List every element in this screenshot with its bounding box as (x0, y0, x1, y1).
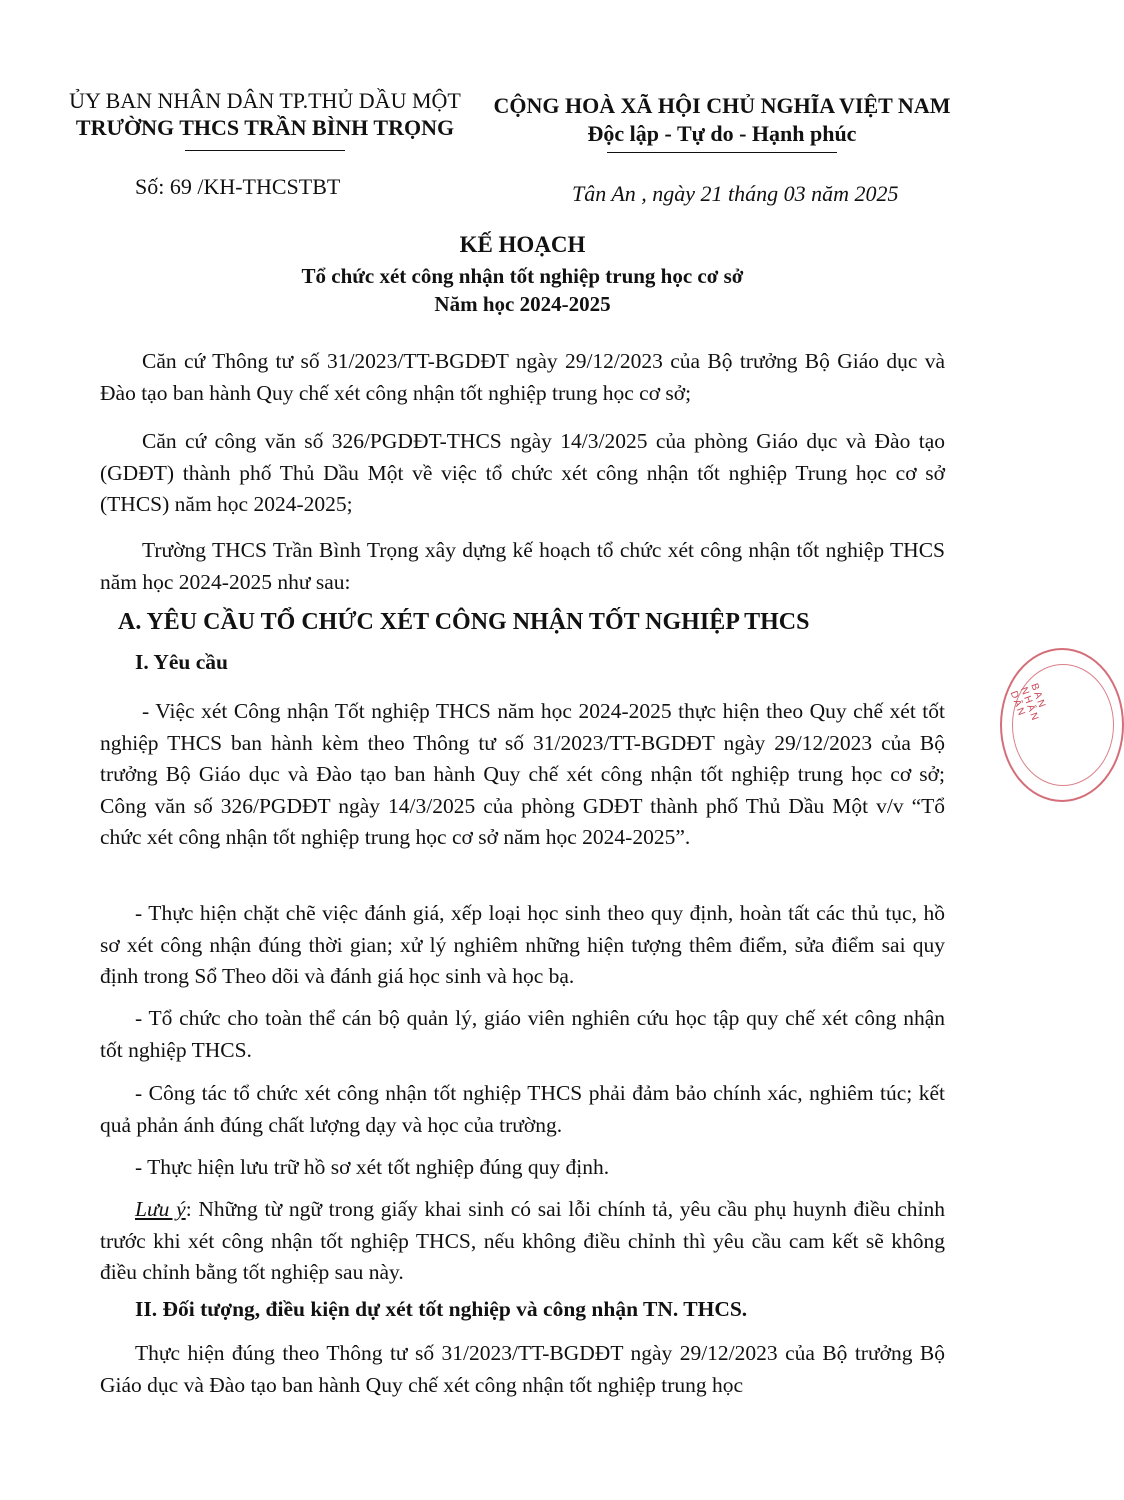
motto: Độc lập - Tự do - Hạnh phúc (587, 121, 857, 146)
doc-school-year: Năm học 2024-2025 (434, 292, 611, 316)
header-right (472, 92, 972, 153)
requirement-4: - Công tác tổ chức xét công nhận tốt nghiệp THCS phải đảm bảo chính xác, nghiêm túc; kết quả phản ánh đúng chất lượng dạy và học của trường. (100, 1081, 945, 1137)
document-number: Số: 69 /KH-THCSTBT (135, 174, 341, 199)
section-i-heading: I. Yêu cầu (135, 650, 228, 674)
note-label: Lưu ý (135, 1197, 186, 1221)
doc-subtitle: Tổ chức xét công nhận tốt nghiệp trung học cơ sở (301, 264, 744, 288)
header-right-rule (607, 152, 837, 153)
note-paragraph (100, 1194, 945, 1289)
org-line-1: ỦY BAN NHÂN DÂN TP.THỦ DẦU MỘT (69, 88, 461, 113)
paragraph-section-ii: Thực hiện đúng theo Thông tư số 31/2023/TT-BGDĐT ngày 29/12/2023 của Bộ trưởng Bộ Giáo dục và Đào tạo ban hành Quy chế xét công nhận tốt nghiệp trung học (100, 1341, 945, 1397)
header-left-rule (185, 150, 345, 151)
header-left (40, 88, 490, 151)
note-text: : Những từ ngữ trong giấy khai sinh có sai lỗi chính tả, yêu cầu phụ huynh điều chỉnh trước khi xét công nhận tốt nghiệp THCS, nếu không điều chỉnh thì yêu cầu cam kết sẽ không điều chỉnh bằng tốt nghiệp sau này. (100, 1197, 945, 1284)
red-seal-text: BAN NHÂN DÂN (1007, 682, 1048, 724)
org-line-2: TRƯỜNG THCS TRẦN BÌNH TRỌNG (75, 115, 455, 140)
paragraph-intro: Trường THCS Trần Bình Trọng xây dựng kế hoạch tổ chức xét công nhận tốt nghiệp THCS năm học 2024-2025 như sau: (100, 538, 945, 594)
country-name: CỘNG HOÀ XÃ HỘI CHỦ NGHĨA VIỆT NAM (493, 93, 951, 118)
place-date: Tân An , ngày 21 tháng 03 năm 2025 (572, 181, 899, 206)
section-ii-heading: II. Đối tượng, điều kiện dự xét tốt nghiệp và công nhận TN. THCS. (135, 1297, 748, 1321)
requirement-3: - Tổ chức cho toàn thể cán bộ quản lý, giáo viên nghiên cứu học tập quy chế xét công nhận tốt nghiệp THCS. (100, 1006, 945, 1062)
paragraph-basis-1: Căn cứ Thông tư số 31/2023/TT-BGDĐT ngày 29/12/2023 của Bộ trưởng Bộ Giáo dục và Đào tạo ban hành Quy chế xét công nhận tốt nghiệp trung học cơ sở; (100, 349, 945, 405)
requirement-2: - Thực hiện chặt chẽ việc đánh giá, xếp loại học sinh theo quy định, hoàn tất các thủ tục, hồ sơ xét công nhận đúng thời gian; xử lý nghiêm những hiện tượng thêm điểm, sửa điểm sai quy định trong Sổ Theo dõi và đánh giá học sinh và học bạ. (100, 901, 945, 988)
doc-title: KẾ HOẠCH (459, 232, 586, 257)
requirement-1: - Việc xét Công nhận Tốt nghiệp THCS năm học 2024-2025 thực hiện theo Quy chế xét tốt nghiệp THCS ban hành kèm theo Thông tư số 31/2023/TT-BGDĐT ngày 29/12/2023 của Bộ trưởng Bộ Giáo dục và Đào tạo ban hành Quy chế xét công nhận tốt nghiệp trung học cơ sở; Công văn số 326/PGDĐT ngày 14/3/2025 của phòng GDĐT thành phố Thủ Dầu Một v/v “Tổ chức xét công nhận tốt nghiệp trung học cơ sở năm học 2024-2025”. (100, 699, 945, 849)
section-a-heading: A. YÊU CẦU TỔ CHỨC XÉT CÔNG NHẬN TỐT NGHIỆP THCS (118, 609, 810, 635)
requirement-5: - Thực hiện lưu trữ hồ sơ xét tốt nghiệp đúng quy định. (135, 1155, 610, 1179)
paragraph-basis-2: Căn cứ công văn số 326/PGDĐT-THCS ngày 14/3/2025 của phòng Giáo dục và Đào tạo (GDĐT) thành phố Thủ Dầu Một về việc tổ chức xét công nhận tốt nghiệp Trung học cơ sở (THCS) năm học 2024-2025; (100, 429, 945, 516)
